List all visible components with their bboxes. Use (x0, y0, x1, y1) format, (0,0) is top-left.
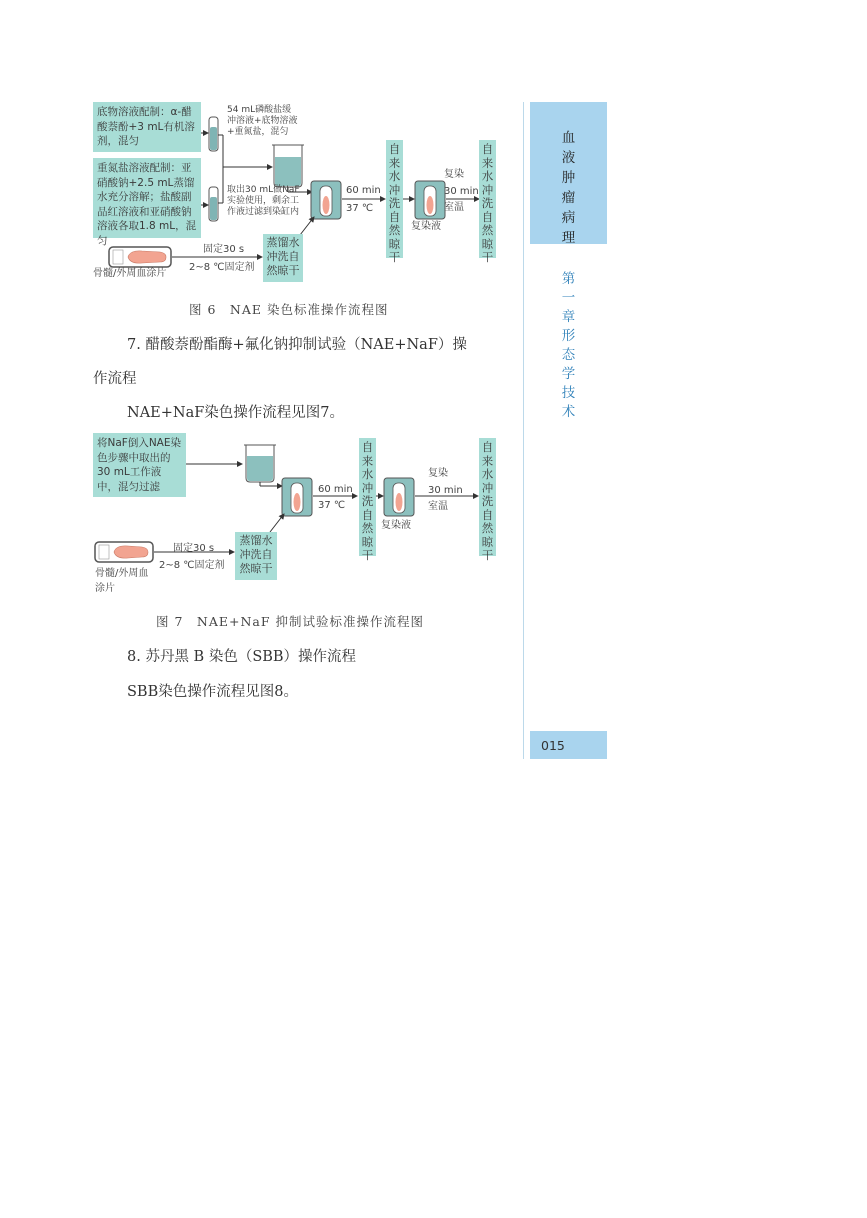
counterstain-time: 30 min (428, 485, 463, 496)
counterstain-time: 30 min (444, 186, 479, 197)
mix-note: 54 mL磷酸盐缓冲溶液+底物溶液+重氮盐，混匀 (227, 105, 298, 137)
fix-time-label: 固定30 s (203, 244, 245, 255)
section-8-heading: 8. 苏丹黑 B 染色（SBB）操作流程 (127, 649, 357, 665)
staining-jar-icon (311, 181, 341, 219)
counterstain-jar-icon (384, 478, 414, 516)
counterstain-step: 复染 (428, 468, 448, 479)
fix-temp-label: 2~8 ℃固定剂 (189, 262, 255, 273)
sidebar-divider-line (523, 102, 524, 759)
counterstain-label: 复染液 (381, 520, 411, 531)
slide-icon (95, 542, 153, 562)
smear-label: 骨髓/外周血涂片 (95, 568, 149, 594)
counterstain-step: 复染 (444, 169, 464, 180)
test-tube-icon (209, 117, 218, 151)
fix-time-label: 固定30 s (173, 543, 215, 554)
test-tube-icon (209, 187, 218, 221)
figure-6-caption: 图 6 NAE 染色标准操作流程图 (189, 302, 389, 317)
tap-rinse-1-box: 自来水冲洗自然晾干 (386, 140, 403, 258)
diazo-prep-box: 重氮盐溶液配制：亚硝酸钠+2.5 mL蒸馏水充分溶解；盐酸副品红溶液和亚硝酸钠溶液各取1.8 mL，混匀 (93, 158, 201, 238)
tap-rinse-2-box: 自来水冲洗自然晾干 (479, 438, 496, 556)
distilled-rinse-box: 蒸馏水冲洗自然晾干 (235, 532, 277, 580)
book-title: 血液肿瘤病理 (561, 130, 576, 246)
section-7-heading-line2: 作流程 (93, 371, 137, 387)
slide-icon (109, 247, 171, 267)
tap-rinse-2-box: 自来水冲洗自然晾干 (479, 140, 496, 258)
figure-7-caption: 图 7 NAE+NaF 抑制试验标准操作流程图 (156, 614, 425, 629)
section-8-paragraph: SBB染色操作流程见图8。 (127, 684, 298, 700)
distilled-rinse-box: 蒸馏水冲洗自然晾干 (263, 234, 303, 282)
counterstain-jar-icon (415, 181, 445, 219)
incubate-time: 60 min (346, 185, 381, 196)
section-7-heading-line1: 7. 醋酸萘酚酯酶+氟化钠抑制试验（NAE+NaF）操 (127, 337, 467, 353)
tap-rinse-1-box: 自来水冲洗自然晾干 (359, 438, 376, 556)
beaker-icon (272, 145, 304, 187)
naf-prep-box: 将NaF倒入NAE染色步骤中取出的30 mL工作液中，混匀过滤 (93, 433, 186, 497)
beaker-icon (244, 445, 276, 482)
smear-label: 骨髓/外周血涂片 (93, 268, 167, 279)
chapter-title: 第一章 形态学技术 (561, 271, 589, 420)
substrate-prep-box: 底物溶液配制：α-醋酸萘酚+3 mL有机溶剂，混匀 (93, 102, 201, 152)
counterstain-label: 复染液 (411, 221, 441, 232)
page-number: 015 (541, 738, 565, 753)
section-7-paragraph: NAE+NaF染色操作流程见图7。 (127, 405, 345, 421)
fix-temp-label: 2~8 ℃固定剂 (159, 560, 225, 571)
incubate-temp: 37 ℃ (346, 203, 374, 214)
staining-jar-icon (282, 478, 312, 516)
incubate-temp: 37 ℃ (318, 500, 346, 511)
counterstain-temp: 室温 (428, 501, 448, 512)
counterstain-temp: 室温 (444, 202, 464, 213)
take-out-note: 取出30 mL做NaF实验使用，剩余工作液过滤到染缸内 (227, 185, 300, 217)
incubate-time: 60 min (318, 484, 353, 495)
